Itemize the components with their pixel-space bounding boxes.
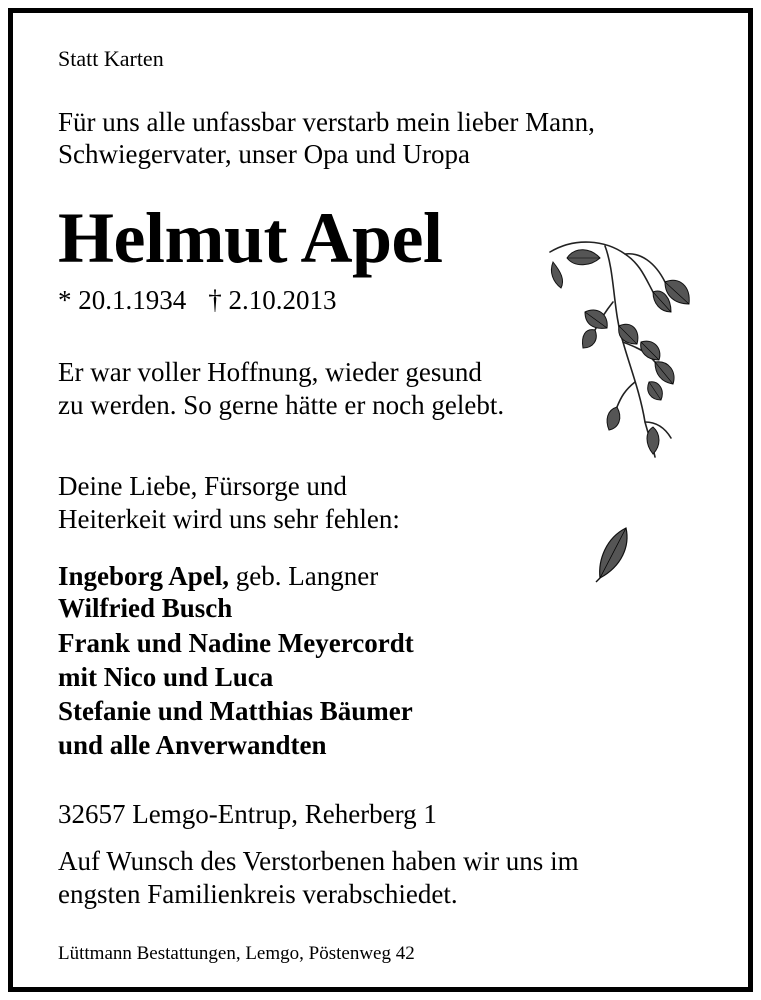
mourner-line-1 [58, 560, 378, 592]
deceased-name: Helmut Apel [58, 198, 443, 278]
funeral-home-footer: Lüttmann Bestattungen, Lemgo, Pöstenweg 42 [58, 943, 415, 964]
mourner-line-2: Wilfried Busch [58, 593, 233, 623]
mourner-line-4: mit Nico und Luca [58, 662, 274, 692]
closing-line-1: Auf Wunsch des Verstorbenen haben wir uns im [58, 846, 579, 876]
message-line-1: Deine Liebe, Fürsorge und [58, 471, 347, 501]
death-date: † 2.10.2013 [208, 285, 337, 315]
birth-date: * 20.1.1934 [58, 285, 187, 315]
life-dates [58, 284, 337, 316]
mourner-line-5: Stefanie und Matthias Bäumer [58, 696, 413, 726]
header-text: Statt Karten [58, 46, 164, 71]
message-line-2: Heiterkeit wird uns sehr fehlen: [58, 504, 400, 534]
mourner-line-6: und alle Anverwandten [58, 730, 327, 760]
birch-branch-icon [545, 232, 695, 462]
intro-line-1: Für uns alle unfassbar verstarb mein lieber Mann, [58, 107, 595, 137]
address-text: 32657 Lemgo-Entrup, Reherberg 1 [58, 799, 437, 829]
quote-line-2: zu werden. So gerne hätte er noch gelebt. [58, 390, 505, 420]
mourner-primary-name: Ingeborg Apel, [58, 561, 230, 591]
mourner-line-3: Frank und Nadine Meyercordt [58, 628, 414, 658]
falling-leaf-icon [592, 522, 634, 584]
intro-line-2: Schwiegervater, unser Opa und Uropa [58, 139, 471, 169]
quote-line-1: Er war voller Hoffnung, wieder gesund [58, 357, 482, 387]
closing-line-2: engsten Familienkreis verabschiedet. [58, 879, 458, 909]
mourner-primary-maiden: geb. Langner [229, 561, 379, 591]
